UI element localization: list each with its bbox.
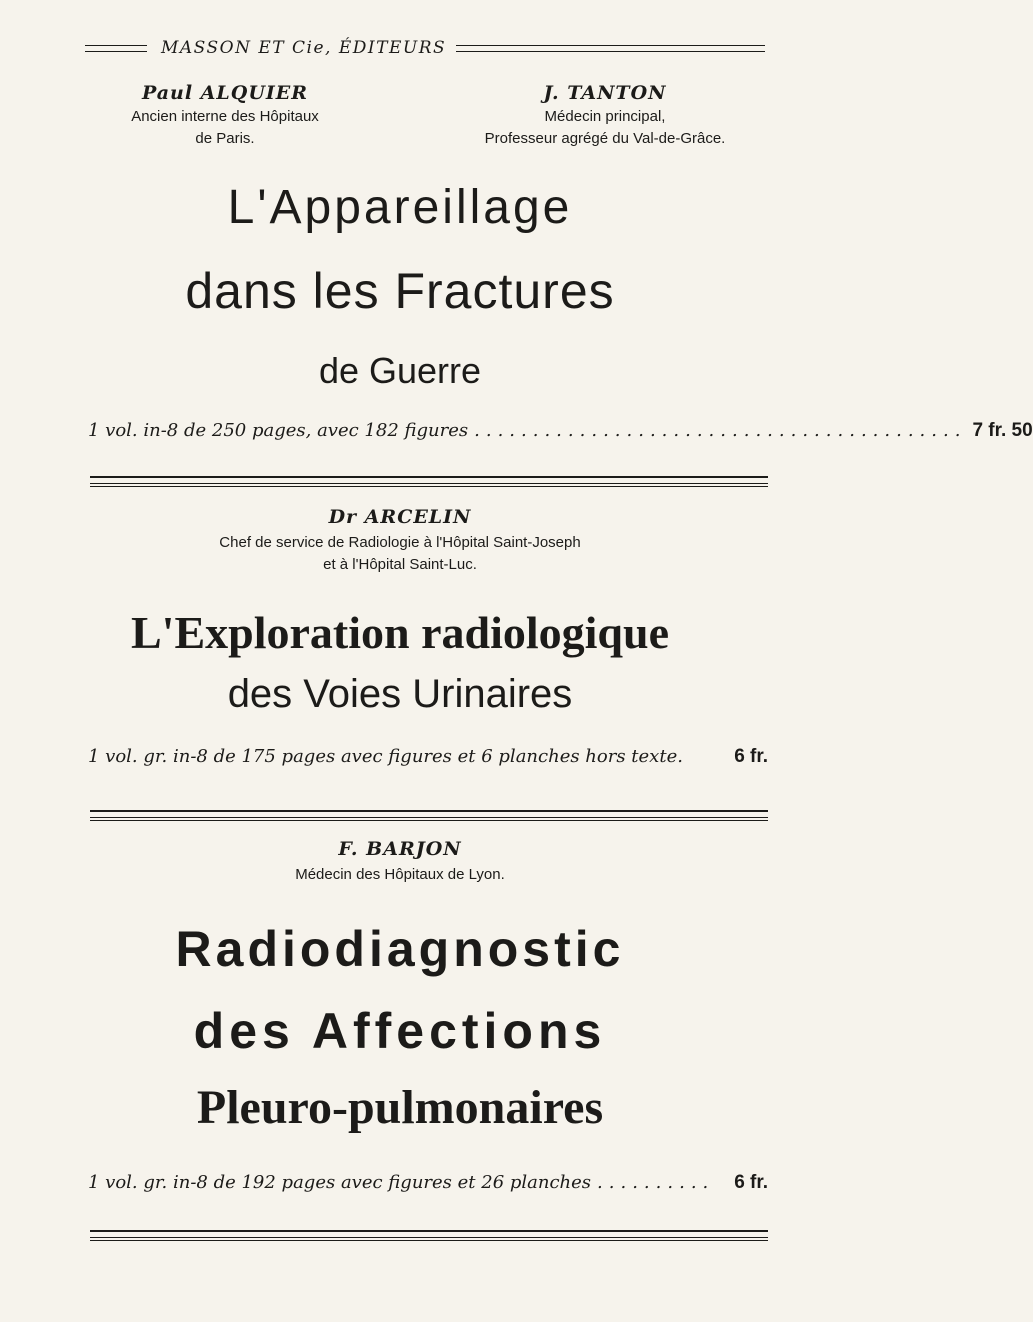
book1-author-alquier [105, 82, 345, 148]
book1-author-tanton [440, 82, 770, 148]
book3-details: 1 vol. gr. in-8 de 192 pages avec figures et 26 planches [88, 1172, 592, 1193]
book3-title-line1: Radiodiagnostic [175, 921, 625, 977]
book3-title-line2: des Affections [193, 1003, 607, 1059]
author-title-line1: Chef de service de Radiologie à l'Hôpital Saint-Joseph [219, 534, 581, 551]
book1-price-line [88, 420, 1033, 442]
author-name: F. BARJON [338, 838, 462, 860]
leader-dots: .......... [597, 1172, 715, 1193]
author-title-line2: Professeur agrégé du Val-de-Grâce. [484, 130, 726, 147]
divider-1 [90, 476, 768, 484]
author-name: Dr ARCELIN [328, 506, 472, 528]
book3-price: 6 fr. [734, 1172, 768, 1193]
book3-title-line3: Pleuro-pulmonaires [196, 1081, 604, 1134]
divider-3 [90, 1230, 768, 1238]
book2-price: 6 fr. [734, 746, 768, 767]
divider-2-thin [90, 820, 768, 821]
book1-title-line1: L'Appareillage [227, 181, 573, 234]
divider-3-thin [90, 1240, 768, 1241]
book2-title-line1: L'Exploration radiologique [130, 607, 670, 658]
author-title-line2: de Paris. [195, 130, 255, 147]
author-title-line1: Médecin des Hôpitaux de Lyon. [295, 866, 505, 883]
author-title-line1: Ancien interne des Hôpitaux [131, 108, 319, 125]
book3-price-line [88, 1172, 768, 1194]
book1-price: 7 fr. 50 [972, 420, 1033, 441]
header-rule-left [85, 45, 147, 52]
book2-price-line [88, 746, 768, 768]
header-rule-right [456, 45, 765, 52]
book2-author [0, 506, 800, 574]
book1-title-line3: de Guerre [318, 350, 482, 391]
book1-title-line2: dans les Fractures [185, 263, 615, 319]
book2-title-line2: des Voies Urinaires [227, 672, 573, 716]
leader-dots: .......................................... [474, 420, 967, 441]
book1-details: 1 vol. in-8 de 250 pages, avec 182 figures [88, 420, 469, 441]
publisher-header [85, 38, 765, 58]
author-title-line2: et à l'Hôpital Saint-Luc. [323, 556, 477, 573]
author-title-line1: Médecin principal, [544, 108, 666, 125]
author-name: J. TANTON [543, 82, 667, 104]
book3-author [0, 838, 800, 884]
book2-details: 1 vol. gr. in-8 de 175 pages avec figures et 6 planches hors texte. [88, 746, 683, 767]
divider-1-thin [90, 486, 768, 487]
publisher-name: MASSON ET Cie, ÉDITEURS [161, 38, 447, 58]
divider-2 [90, 810, 768, 818]
author-name: Paul ALQUIER [141, 82, 309, 104]
